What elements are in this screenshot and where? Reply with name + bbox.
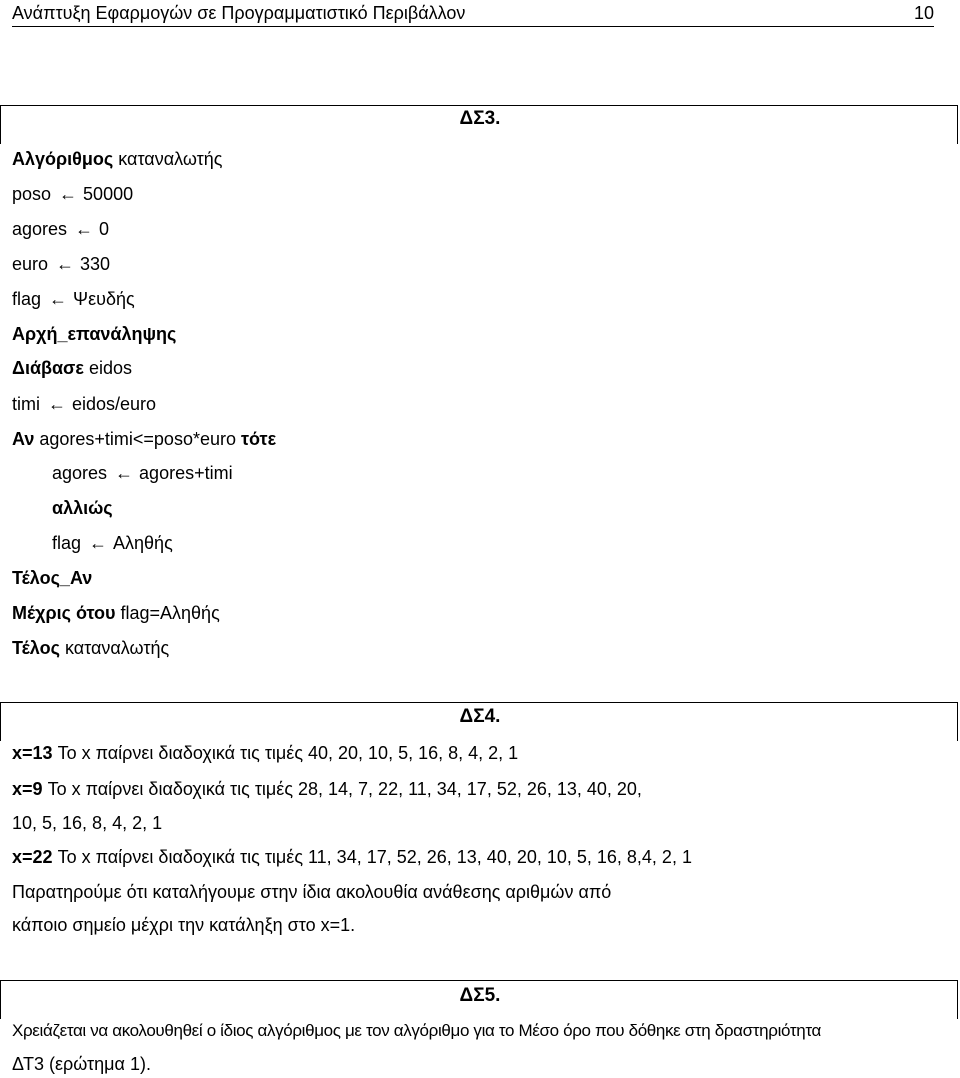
if-condition: agores+timi<=poso*euro	[39, 429, 236, 449]
assign-line-agores-inc	[52, 462, 233, 484]
left-arrow-icon: ←	[48, 394, 66, 414]
assign-line-poso	[12, 183, 133, 205]
var-value: eidos/euro	[72, 394, 157, 414]
var-name: flag	[52, 533, 82, 553]
algo-line	[12, 148, 222, 170]
var-name: agores	[52, 463, 108, 483]
until-keyword: Μέχρις ότου	[12, 603, 116, 623]
sequence-text: Το x παίρνει διαδοχικά τις τιμές 40, 20, 10, 5, 16, 8, 4, 2, 1	[57, 743, 519, 763]
var-value: Ψευδής	[73, 289, 135, 309]
repeat-start-line: Αρχή_επανάληψης	[12, 324, 177, 344]
var-value: 330	[80, 254, 111, 274]
read-var: eidos	[88, 358, 132, 378]
var-name: agores	[12, 219, 68, 239]
s5-line-1: Χρειάζεται να ακολουθηθεί ο ίδιος αλγόριθμος με τον αλγόριθμο για το Μέσο όρο που δόθηκε στη δραστηριότητα	[12, 1021, 821, 1040]
var-value: agores+timi	[139, 463, 233, 483]
page-header	[12, 2, 934, 27]
page-number: 10	[913, 3, 934, 23]
assign-line-timi	[12, 393, 156, 415]
else-line: αλλιώς	[52, 498, 113, 518]
x-value: x=13	[12, 743, 53, 763]
x-value: x=22	[12, 847, 53, 867]
left-arrow-icon: ←	[115, 463, 134, 483]
var-name: poso	[12, 184, 52, 204]
var-value: Αληθής	[113, 533, 173, 553]
assign-line-flag	[12, 288, 135, 310]
s4-line-6: κάποιο σημείο μέχρι την κατάληξη στο x=1.	[12, 915, 356, 935]
s4-line-2	[12, 778, 642, 800]
s4-line-5: Παρατηρούμε ότι καταλήγουμε στην ίδια ακολουθία ανάθεσης αριθμών από	[12, 882, 612, 902]
left-arrow-icon: ←	[56, 254, 75, 274]
until-condition: flag=Αληθής	[120, 603, 220, 623]
left-arrow-icon: ←	[89, 533, 108, 553]
s4-line-3: 10, 5, 16, 8, 4, 2, 1	[12, 813, 163, 833]
var-name: timi	[12, 394, 40, 414]
read-keyword: Διάβασε	[12, 358, 84, 378]
header-title: Ανάπτυξη Εφαρμογών σε Προγραμματιστικό Περιβάλλον	[12, 3, 466, 23]
s4-line-4	[12, 846, 692, 868]
then-keyword: τότε	[241, 429, 277, 449]
assign-line-euro	[12, 253, 110, 275]
var-name: euro	[12, 254, 49, 274]
s5-line-2: ΔΤ3 (ερώτημα 1).	[12, 1054, 151, 1074]
read-line	[12, 357, 132, 379]
until-line	[12, 602, 220, 624]
end-name: καταναλωτής	[64, 638, 170, 658]
var-value: 0	[99, 219, 110, 239]
if-keyword: Αν	[12, 429, 35, 449]
left-arrow-icon: ←	[59, 184, 78, 204]
left-arrow-icon: ←	[49, 289, 68, 309]
var-value: 50000	[83, 184, 134, 204]
x-value: x=9	[12, 779, 43, 799]
algo-name: καταναλωτής	[118, 149, 223, 169]
section-title-s4: ΔΣ4.	[459, 706, 501, 727]
section-title-s3: ΔΣ3.	[459, 108, 501, 129]
sequence-text: Το x παίρνει διαδοχικά τις τιμές 11, 34, 17, 52, 26, 13, 40, 20, 10, 5, 16, 8,4, 2, 1	[57, 847, 692, 867]
assign-line-agores	[12, 218, 109, 240]
left-arrow-icon: ←	[75, 219, 94, 239]
endif-line: Τέλος_Αν	[12, 568, 93, 588]
algo-keyword: Αλγόριθμος	[12, 149, 114, 169]
section-title-s5: ΔΣ5.	[459, 985, 501, 1006]
var-name: flag	[12, 289, 42, 309]
assign-line-flag-true	[52, 532, 173, 554]
end-line	[12, 637, 169, 659]
end-keyword: Τέλος	[12, 638, 60, 658]
sequence-text: Το x παίρνει διαδοχικά τις τιμές 28, 14, 7, 22, 11, 34, 17, 52, 26, 13, 40, 20,	[47, 779, 642, 799]
if-line	[12, 428, 276, 450]
s4-line-1	[12, 742, 518, 764]
